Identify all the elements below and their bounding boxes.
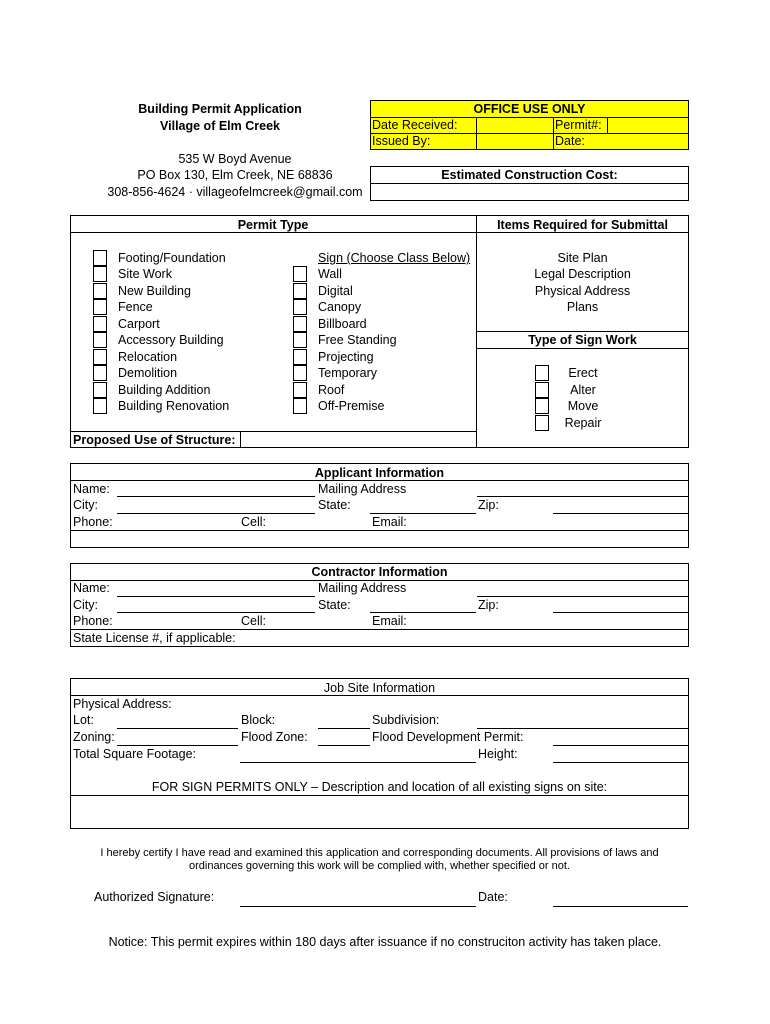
- lot-field[interactable]: [117, 728, 238, 729]
- applicant-cell-label: Cell:: [241, 515, 267, 529]
- contractor-cell-label: Cell:: [241, 614, 267, 628]
- submittal-item: Site Plan: [557, 251, 608, 265]
- sign-class-label: Billboard: [318, 317, 367, 331]
- checkbox-relocation[interactable]: [93, 349, 107, 365]
- sign-work-label: Alter: [570, 383, 596, 397]
- flood-zone-field[interactable]: [318, 745, 370, 746]
- applicant-name-field[interactable]: [117, 496, 315, 497]
- checkbox-sign-billboard[interactable]: [293, 316, 307, 332]
- permit-option-label: New Building: [118, 284, 191, 298]
- checkbox-sign-free-standing[interactable]: [293, 332, 307, 348]
- contractor-mailing-label: Mailing Address: [318, 581, 407, 595]
- checkbox-accessory-building[interactable]: [93, 332, 107, 348]
- block-label: Block:: [241, 713, 276, 727]
- submittal-item: Physical Address: [534, 284, 631, 298]
- existing-signs-field[interactable]: [73, 798, 685, 826]
- permit-option-label: Accessory Building: [118, 333, 224, 347]
- checkbox-building-renovation[interactable]: [93, 398, 107, 414]
- block-field[interactable]: [318, 728, 370, 729]
- contractor-city-field[interactable]: [117, 612, 315, 613]
- permit-number-label: Permit#:: [555, 118, 602, 132]
- permit-option-label: Carport: [118, 317, 160, 331]
- checkbox-site-work[interactable]: [93, 266, 107, 282]
- form-title: Building Permit Application: [138, 102, 302, 116]
- sign-class-label: Projecting: [318, 350, 374, 364]
- contractor-zip-field[interactable]: [553, 612, 688, 613]
- proposed-use-field[interactable]: [244, 432, 472, 448]
- contact-info: 308-856-4624 · villageofelmcreek@gmail.com: [107, 185, 363, 199]
- applicant-name-label: Name:: [73, 482, 110, 496]
- applicant-zip-label: Zip:: [478, 498, 499, 512]
- applicant-email-label: Email:: [372, 515, 407, 529]
- sign-work-label: Erect: [568, 366, 598, 380]
- checkbox-carport[interactable]: [93, 316, 107, 332]
- square-footage-field[interactable]: [240, 762, 476, 763]
- physical-address-label: Physical Address:: [73, 697, 172, 711]
- applicant-title: Applicant Information: [314, 466, 445, 480]
- sign-class-label: Temporary: [318, 366, 378, 380]
- issued-by-label: Issued By:: [372, 134, 431, 148]
- contractor-title: Contractor Information: [311, 565, 448, 579]
- applicant-mailing-field[interactable]: [477, 496, 688, 497]
- sign-work-label: Repair: [564, 416, 602, 430]
- checkbox-new-building[interactable]: [93, 283, 107, 299]
- permit-option-label: Demolition: [118, 366, 178, 380]
- permit-option-label: Building Addition: [118, 383, 211, 397]
- flood-permit-field[interactable]: [553, 745, 688, 746]
- contractor-zip-label: Zip:: [478, 598, 499, 612]
- certification-line-2: ordinances governing this work will be complied with, whether specified or not.: [189, 860, 570, 872]
- checkbox-sign-digital[interactable]: [293, 283, 307, 299]
- applicant-city-field[interactable]: [117, 513, 315, 514]
- authorized-signature-label: Authorized Signature:: [94, 890, 215, 904]
- contractor-email-label: Email:: [372, 614, 407, 628]
- height-label: Height:: [478, 747, 518, 761]
- permit-type-title: Permit Type: [237, 218, 309, 232]
- contractor-name-field[interactable]: [117, 596, 315, 597]
- checkbox-sign-roof[interactable]: [293, 382, 307, 398]
- height-field[interactable]: [553, 762, 688, 763]
- subdivision-label: Subdivision:: [372, 713, 440, 727]
- checkbox-sign-repair[interactable]: [535, 415, 549, 431]
- contractor-city-label: City:: [73, 598, 98, 612]
- sign-class-header: Sign (Choose Class Below): [318, 251, 471, 265]
- sign-class-label: Canopy: [318, 300, 362, 314]
- date-received-label: Date Received:: [372, 118, 458, 132]
- checkbox-sign-wall[interactable]: [293, 266, 307, 282]
- sign-class-label: Digital: [318, 284, 353, 298]
- jobsite-title: Job Site Information: [323, 681, 436, 695]
- sign-work-title: Type of Sign Work: [528, 333, 637, 347]
- sign-permit-note: FOR SIGN PERMITS ONLY – Description and location of all existing signs on site:: [151, 780, 608, 794]
- permit-option-label: Relocation: [118, 350, 178, 364]
- contractor-mailing-field[interactable]: [477, 596, 688, 597]
- applicant-mailing-label: Mailing Address: [318, 482, 407, 496]
- authorized-signature-field[interactable]: [240, 906, 476, 907]
- checkbox-sign-move[interactable]: [535, 398, 549, 414]
- signature-date-label: Date:: [478, 890, 508, 904]
- square-footage-label: Total Square Footage:: [73, 747, 196, 761]
- submittal-item: Plans: [566, 300, 599, 314]
- checkbox-sign-canopy[interactable]: [293, 299, 307, 315]
- checkbox-building-addition[interactable]: [93, 382, 107, 398]
- checkbox-sign-temporary[interactable]: [293, 365, 307, 381]
- checkbox-sign-projecting[interactable]: [293, 349, 307, 365]
- permit-option-label: Building Renovation: [118, 399, 230, 413]
- applicant-phone-label: Phone:: [73, 515, 113, 529]
- contractor-phone-label: Phone:: [73, 614, 113, 628]
- sign-class-label: Roof: [318, 383, 345, 397]
- po-box-address: PO Box 130, Elm Creek, NE 68836: [137, 168, 333, 182]
- flood-permit-label: Flood Development Permit:: [372, 730, 524, 744]
- permit-option-label: Fence: [118, 300, 153, 314]
- checkbox-sign-off-premise[interactable]: [293, 398, 307, 414]
- office-date-label: Date:: [555, 134, 585, 148]
- contractor-license-label: State License #, if applicable:: [73, 631, 236, 645]
- contractor-name-label: Name:: [73, 581, 110, 595]
- certification-line-1: I hereby certify I have read and examined this application and corresponding documents. All provisions of laws and: [100, 847, 659, 859]
- sign-work-label: Move: [567, 399, 599, 413]
- checkbox-sign-alter[interactable]: [535, 382, 549, 398]
- permit-option-label: Footing/Foundation: [118, 251, 226, 265]
- permit-option-label: Site Work: [118, 267, 172, 281]
- flood-zone-label: Flood Zone:: [241, 730, 308, 744]
- checkbox-fence[interactable]: [93, 299, 107, 315]
- expiration-notice: Notice: This permit expires within 180 days after issuance if no construciton activity has taken place.: [108, 935, 662, 949]
- sign-class-label: Wall: [318, 267, 342, 281]
- sign-class-label: Free Standing: [318, 333, 397, 347]
- municipality-name: Village of Elm Creek: [160, 119, 280, 133]
- applicant-state-label: State:: [318, 498, 351, 512]
- contractor-state-label: State:: [318, 598, 351, 612]
- applicant-zip-field[interactable]: [553, 513, 688, 514]
- zoning-label: Zoning:: [73, 730, 115, 744]
- lot-label: Lot:: [73, 713, 94, 727]
- submittal-item: Legal Description: [534, 267, 631, 281]
- submittal-title: Items Required for Submittal: [497, 218, 668, 232]
- construction-cost-field[interactable]: [374, 184, 684, 200]
- applicant-city-label: City:: [73, 498, 98, 512]
- checkbox-footing-foundation[interactable]: [93, 250, 107, 266]
- checkbox-sign-erect[interactable]: [535, 365, 549, 381]
- construction-cost-label: Estimated Construction Cost:: [441, 168, 618, 182]
- sign-class-label: Off-Premise: [318, 399, 385, 413]
- street-address: 535 W Boyd Avenue: [178, 152, 292, 166]
- proposed-use-label: Proposed Use of Structure:: [73, 433, 236, 447]
- checkbox-demolition[interactable]: [93, 365, 107, 381]
- office-use-title: OFFICE USE ONLY: [473, 102, 586, 116]
- signature-date-field[interactable]: [553, 906, 688, 907]
